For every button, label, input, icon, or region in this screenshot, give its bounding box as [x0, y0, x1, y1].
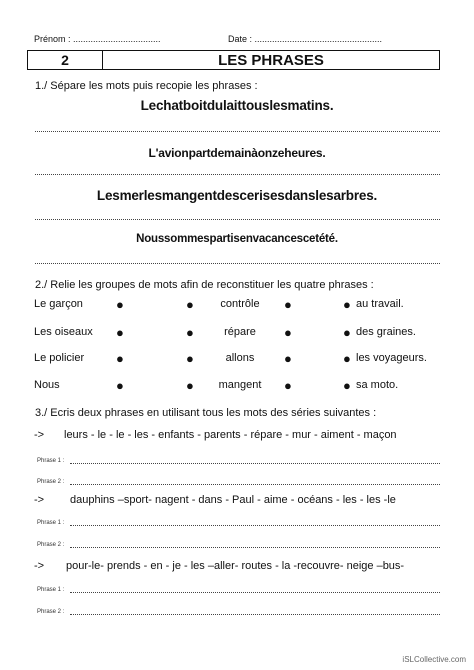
sentence-3: Lesmerlesmangentdescerisesdanslesarbres. — [96, 188, 378, 203]
answer-line-2 — [35, 174, 440, 175]
phrase-1-label: Phrase 1 : — [37, 587, 65, 593]
exercise1-instruction: 1./ Sépare les mots puis recopie les phrases : — [35, 80, 258, 92]
sentence-1: Lechatboitdulaittouslesmatins. — [140, 98, 334, 113]
group-verb: répare — [224, 326, 256, 338]
bullet-point[interactable]: ● — [186, 325, 194, 340]
group-subject: Le policier — [34, 352, 85, 364]
answer-line-1 — [35, 131, 440, 132]
bullet-point[interactable]: ● — [186, 351, 194, 366]
site-watermark: iSLCollective.com — [402, 655, 466, 664]
group-complement: les voyageurs. — [356, 352, 427, 364]
bullet-point[interactable]: ● — [186, 378, 194, 393]
group-verb: mangent — [218, 379, 262, 391]
bullet-point[interactable]: ● — [343, 297, 351, 312]
sentence-2: L'avionpartdemainàonzeheures. — [148, 146, 326, 160]
phrase-1-label: Phrase 1 : — [37, 520, 65, 526]
arrow-marker: -> — [34, 560, 45, 572]
group-subject: Les oiseaux — [34, 326, 93, 338]
answer-line-phrase — [70, 463, 440, 464]
word-series-2: dauphins –sport- nagent - dans - Paul - aime - océans - les - les -le — [70, 494, 396, 506]
date-field-label: Date : ................................................... — [228, 34, 383, 44]
group-complement: des graines. — [356, 326, 416, 338]
title-box — [27, 50, 440, 70]
phrase-2-label: Phrase 2 : — [37, 479, 65, 485]
arrow-marker: -> — [34, 494, 45, 506]
group-subject: Nous — [34, 379, 60, 391]
bullet-point[interactable]: ● — [116, 351, 124, 366]
bullet-point[interactable]: ● — [186, 297, 194, 312]
bullet-point[interactable]: ● — [284, 297, 292, 312]
answer-line-phrase — [70, 547, 440, 548]
group-verb: allons — [225, 352, 255, 364]
group-subject: Le garçon — [34, 298, 83, 310]
exercise3-instruction: 3./ Ecris deux phrases en utilisant tous les mots des séries suivantes : — [35, 407, 377, 419]
arrow-marker: -> — [34, 429, 45, 441]
exercise2-instruction: 2./ Relie les groupes de mots afin de reconstituer les quatre phrases : — [35, 279, 374, 291]
bullet-point[interactable]: ● — [343, 325, 351, 340]
answer-line-phrase — [70, 484, 440, 485]
group-verb: contrôle — [220, 298, 260, 310]
page-title: LES PHRASES — [218, 51, 324, 69]
phrase-2-label: Phrase 2 : — [37, 609, 65, 615]
bullet-point[interactable]: ● — [116, 297, 124, 312]
phrase-2-label: Phrase 2 : — [37, 542, 65, 548]
bullet-point[interactable]: ● — [343, 351, 351, 366]
bullet-point[interactable]: ● — [284, 378, 292, 393]
bullet-point[interactable]: ● — [284, 325, 292, 340]
group-complement: au travail. — [356, 298, 404, 310]
group-complement: sa moto. — [356, 379, 399, 391]
bullet-point[interactable]: ● — [116, 325, 124, 340]
bullet-point[interactable]: ● — [116, 378, 124, 393]
prenom-field-label: Prénom : ................................... — [34, 34, 161, 44]
word-series-3: pour-le- prends - en - je - les –aller- routes - la -recouvre- neige –bus- — [66, 560, 405, 572]
answer-line-4 — [35, 263, 440, 264]
word-series-1: leurs - le - le - les - enfants - parents - répare - mur - aiment - maçon — [64, 429, 397, 441]
answer-line-3 — [35, 219, 440, 220]
answer-line-phrase — [70, 525, 440, 526]
bullet-point[interactable]: ● — [284, 351, 292, 366]
sentence-4: Noussommespartisenvacancescetété. — [136, 233, 338, 245]
bullet-point[interactable]: ● — [343, 378, 351, 393]
answer-line-phrase — [70, 614, 440, 615]
worksheet-number: 2 — [28, 51, 103, 69]
answer-line-phrase — [70, 592, 440, 593]
phrase-1-label: Phrase 1 : — [37, 458, 65, 464]
